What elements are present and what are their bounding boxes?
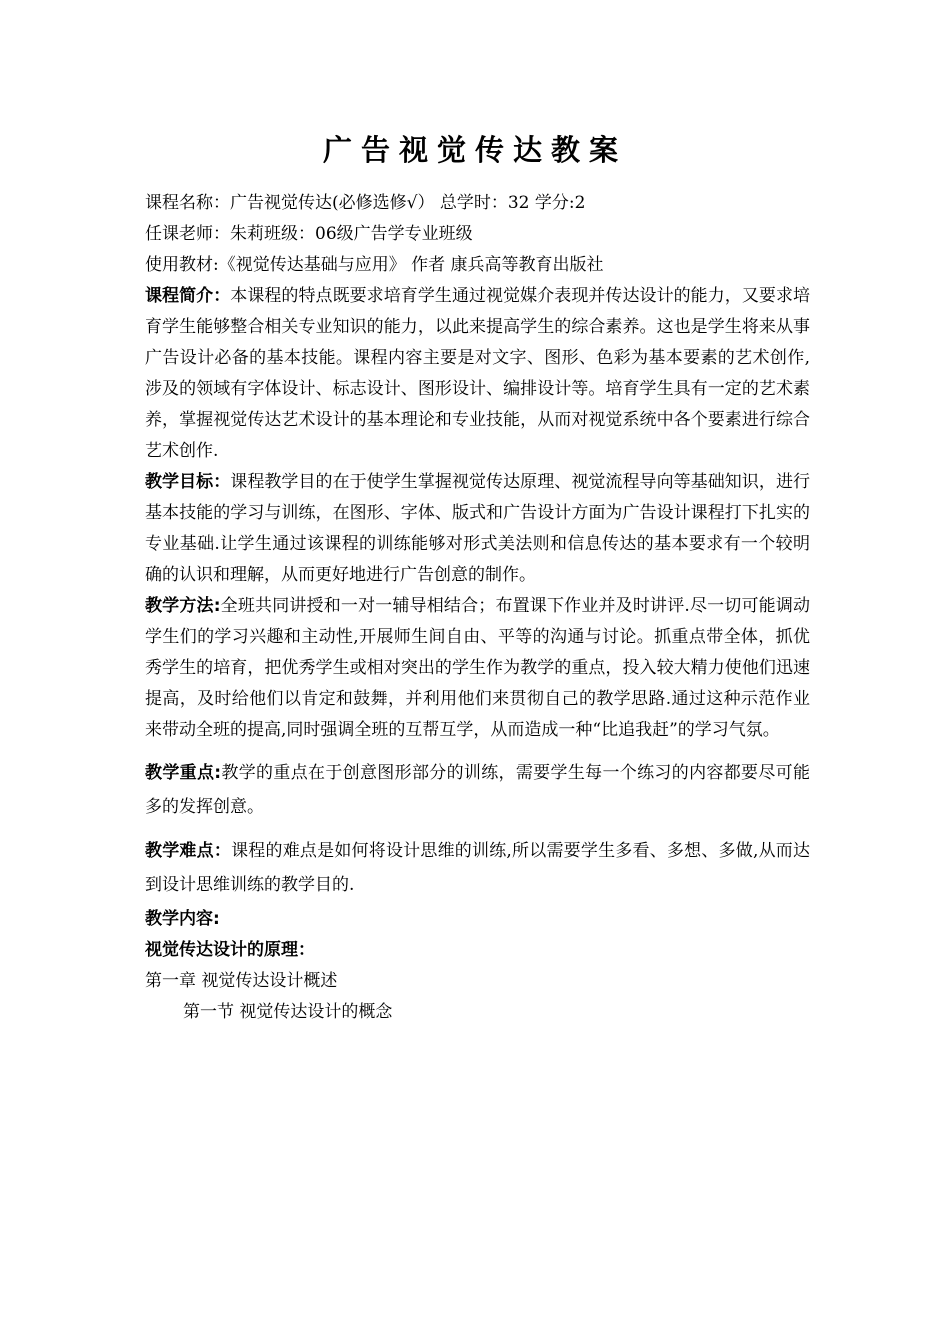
teaching-difficulty-label: 教学难点： — [145, 841, 232, 861]
course-intro-paragraph — [145, 281, 810, 467]
teaching-method-label: 教学方法: — [145, 596, 221, 616]
teaching-difficulty-text: 课程的难点是如何将设计思维的训练,所以需要学生多看、多想、多做,从而达到设计思维训练的教学目的. — [145, 841, 811, 895]
teaching-difficulty-paragraph — [145, 834, 810, 902]
course-intro-label: 课程简介： — [145, 286, 231, 306]
chapter-heading: 第一章 视觉传达设计概述 — [145, 971, 338, 991]
teaching-method-paragraph — [145, 591, 810, 746]
teaching-goal-label: 教学目标： — [145, 472, 231, 492]
course-intro-text: 本课程的特点既要求培育学生通过视觉媒介表现并传达设计的能力，又要求培育学生能够整合相关专业知识的能力，以此来提高学生的综合素养。这也是学生将来从事广告设计必备的基本技能。课程内容主要是对文字、图形、色彩为基本要素的艺术创作,涉及的领域有字体设计、标志设计、图形设计、编排设计等。培育学生具有一定的艺术素养，掌握视觉传达艺术设计的基本理论和专业技能，从而对视觉系统中各个要素进行综合艺术创作. — [145, 286, 811, 461]
teaching-content-heading: 教学内容: — [145, 909, 220, 929]
principle-heading: 视觉传达设计的原理： — [145, 940, 315, 960]
teaching-key-label: 教学重点: — [145, 763, 222, 783]
document-body — [145, 188, 810, 1028]
section-heading: 第一节 视觉传达设计的概念 — [183, 1002, 393, 1022]
teaching-method-text: 全班共同讲授和一对一辅导相结合；布置课下作业并及时讲评.尽一切可能调动学生们的学习兴趣和主动性,开展师生间自由、平等的沟通与讨论。抓重点带全体，抓优秀学生的培育，把优秀学生或相对突出的学生作为教学的重点，投入较大精力使他们迅速提高，及时给他们以肯定和鼓舞，并利用他们来贯彻自己的教学思路.通过这种示范作业来带动全班的提高,同时强调全班的互帮互学，从而造成一种“比追我赶”的学习气氛。 — [145, 596, 810, 740]
teaching-key-text: 教学的重点在于创意图形部分的训练，需要学生每一个练习的内容都要尽可能多的发挥创意。 — [145, 763, 810, 817]
teacher-info-line: 任课老师：朱莉班级：06级广告学专业班级 — [145, 224, 473, 244]
course-info-line: 课程名称：广告视觉传达(必修选修√） 总学时：32 学分:2 — [145, 193, 586, 213]
teaching-goal-paragraph — [145, 467, 810, 591]
textbook-info-line: 使用教材:《视觉传达基础与应用》 作者 康兵高等教育出版社 — [145, 255, 604, 275]
document-title: 广告视觉传达教案 — [322, 133, 627, 167]
teaching-key-paragraph — [145, 756, 810, 824]
teaching-goal-text: 课程教学目的在于使学生掌握视觉传达原理、视觉流程导向等基础知识，进行基本技能的学习与训练，在图形、字体、版式和广告设计方面为广告设计课程打下扎实的专业基础.让学生通过该课程的训练能够对形式美法则和信息传达的基本要求有一个较明确的认识和理解，从而更好地进行广告创意的制作。 — [145, 472, 811, 585]
